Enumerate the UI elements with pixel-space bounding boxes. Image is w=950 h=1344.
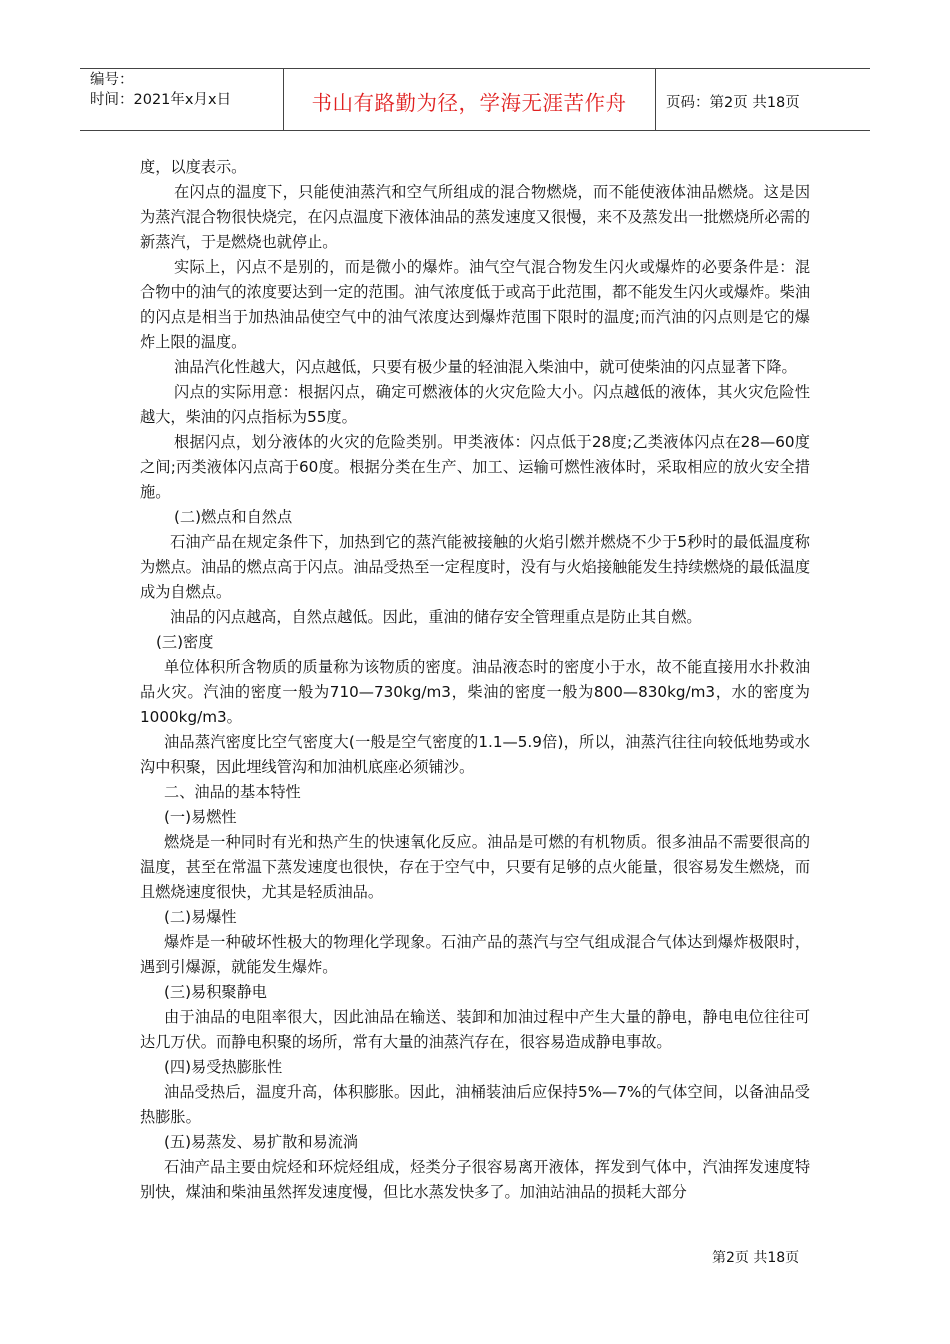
paragraph: 石油产品在规定条件下，加热到它的蒸汽能被接触的火焰引燃并燃烧不少于5秒时的最低温度称为燃点。油品的燃点高于闪点。油品受热至一定程度时，没有与火焰接触能发生持续燃烧的最低温度成为自燃点。 [140, 533, 810, 601]
paragraph: 单位体积所含物质的质量称为该物质的密度。油品液态时的密度小于水，故不能直接用水扑救油品火灾。汽油的密度一般为710—730kg/m3，柴油的密度一般为800—830kg/m3，水的密度为1000kg/m3。 [140, 658, 810, 726]
header-bottom-rule [80, 130, 870, 131]
section-heading: (四)易受热膨胀性 [164, 1058, 283, 1076]
document-number-label: 编号： [90, 72, 134, 88]
paragraph: 在闪点的温度下，只能使油蒸汽和空气所组成的混合物燃烧，而不能使液体油品燃烧。这是因为蒸汽混合物很快烧完，在闪点温度下液体油品的蒸发速度又很慢，来不及蒸发出一批燃烧所必需的新蒸汽，于是燃烧也就停止。 [140, 183, 810, 251]
section-heading: (五)易蒸发、易扩散和易流淌 [164, 1133, 359, 1151]
paragraph: 度，以度表示。 [140, 158, 247, 176]
page-footer: 第2页 共18页 [712, 1250, 800, 1266]
section-heading: 二、油品的基本特性 [164, 783, 301, 801]
paragraph: 由于油品的电阻率很大，因此油品在输送、装卸和加油过程中产生大量的静电，静电电位往往可达几万伏。而静电积聚的场所，常有大量的油蒸汽存在，很容易造成静电事故。 [140, 1008, 810, 1051]
section-heading: (三)密度 [156, 633, 214, 651]
paragraph: 石油产品主要由烷烃和环烷烃组成，烃类分子很容易离开液体，挥发到气体中，汽油挥发速度特别快，煤油和柴油虽然挥发速度慢，但比水蒸发快多了。加油站油品的损耗大部分 [140, 1158, 810, 1201]
section-heading: (二)易爆性 [164, 908, 237, 926]
section-heading: (二)燃点和自然点 [174, 508, 293, 526]
document-date-label: 时间：2021年x月x日 [90, 92, 232, 108]
section-heading: (一)易燃性 [164, 808, 237, 826]
paragraph: 爆炸是一种破坏性极大的物理化学现象。石油产品的蒸汽与空气组成混合气体达到爆炸极限时，遇到引爆源，就能发生爆炸。 [140, 933, 810, 976]
paragraph: 燃烧是一种同时有光和热产生的快速氧化反应。油品是可燃的有机物质。很多油品不需要很高的温度，甚至在常温下蒸发速度也很快，存在于空气中，只要有足够的点火能量，很容易发生燃烧，而且燃烧速度很快，尤其是轻质油品。 [140, 833, 810, 901]
paragraph: 油品汽化性越大，闪点越低，只要有极少量的轻油混入柴油中，就可使柴油的闪点显著下降。 [174, 358, 797, 376]
paragraph: 闪点的实际用意：根据闪点，确定可燃液体的火灾危险大小。闪点越低的液体，其火灾危险性越大，柴油的闪点指标为55度。 [140, 383, 810, 426]
page-header [80, 68, 870, 131]
paragraph: 油品受热后，温度升高，体积膨胀。因此，油桶装油后应保持5%—7%的气体空间，以备油品受热膨胀。 [140, 1083, 810, 1126]
header-divider [655, 68, 656, 131]
header-motto: 书山有路勤为径，学海无涯苦作舟 [311, 91, 627, 115]
header-top-rule [80, 68, 870, 69]
paragraph: 实际上，闪点不是别的，而是微小的爆炸。油气空气混合物发生闪火或爆炸的必要条件是：混合物中的油气的浓度要达到一定的范围。油气浓度低于或高于此范围，都不能发生闪火或爆炸。柴油的闪点是相当于加热油品使空气中的油气浓度达到爆炸范围下限时的温度;而汽油的闪点则是它的爆炸上限的温度。 [140, 258, 810, 351]
header-page-code: 页码：第2页 共18页 [666, 95, 800, 111]
paragraph: 根据闪点，划分液体的火灾的危险类别。甲类液体：闪点低于28度;乙类液体闪点在28—60度之间;丙类液体闪点高于60度。根据分类在生产、加工、运输可燃性液体时，采取相应的放火安全措施。 [140, 433, 810, 501]
paragraph: 油品蒸汽密度比空气密度大(一般是空气密度的1.1—5.9倍)，所以，油蒸汽往往向较低地势或水沟中积聚，因此埋线管沟和加油机底座必须铺沙。 [140, 733, 810, 776]
document-body [140, 155, 810, 1205]
section-heading: (三)易积聚静电 [164, 983, 267, 1001]
paragraph: 油品的闪点越高，自然点越低。因此，重油的储存安全管理重点是防止其自燃。 [170, 608, 702, 626]
